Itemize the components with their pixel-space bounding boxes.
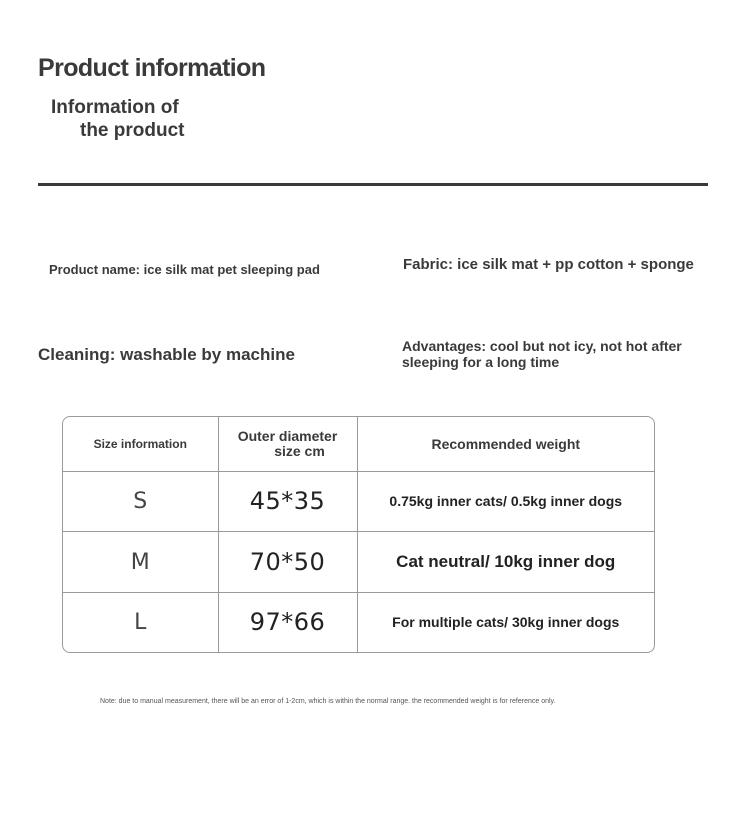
- cell-dimension: 45*35: [218, 471, 357, 532]
- size-table: [62, 416, 655, 653]
- cell-size: L: [63, 592, 218, 652]
- page-subtitle: [51, 96, 185, 142]
- header-diameter-line-2: size cm: [274, 442, 325, 459]
- subtitle-line-2: the product: [80, 120, 185, 141]
- advantages-info: Advantages: cool but not icy, not hot after sleeping for a long time: [402, 338, 682, 370]
- table-row: [63, 592, 654, 652]
- subtitle-line-1: Information of: [51, 97, 179, 118]
- table-header-row: [63, 417, 654, 471]
- cell-size: M: [63, 532, 218, 593]
- page-title: Product information: [38, 54, 266, 82]
- table-row: [63, 532, 654, 593]
- cell-size: S: [63, 471, 218, 532]
- product-name: Product name: ice silk mat pet sleeping pad: [49, 262, 320, 277]
- table-row: [63, 471, 654, 532]
- header-weight: Recommended weight: [357, 417, 654, 471]
- divider: [38, 183, 708, 186]
- cell-dimension: 97*66: [218, 592, 357, 652]
- fabric-info: Fabric: ice silk mat + pp cotton + sponge: [403, 256, 694, 273]
- cell-dimension: 70*50: [218, 532, 357, 593]
- cell-weight: Cat neutral/ 10kg inner dog: [357, 532, 654, 593]
- cleaning-info: Cleaning: washable by machine: [38, 345, 295, 364]
- cell-weight: For multiple cats/ 30kg inner dogs: [357, 592, 654, 652]
- header-size: Size information: [63, 417, 218, 471]
- cell-weight: 0.75kg inner cats/ 0.5kg inner dogs: [357, 471, 654, 532]
- header-diameter: [218, 417, 357, 471]
- header-diameter-line-1: Outer diameter: [237, 427, 338, 444]
- footnote: Note: due to manual measurement, there will be an error of 1-2cm, which is within the normal range. the recommended weight is for reference only.: [100, 698, 556, 705]
